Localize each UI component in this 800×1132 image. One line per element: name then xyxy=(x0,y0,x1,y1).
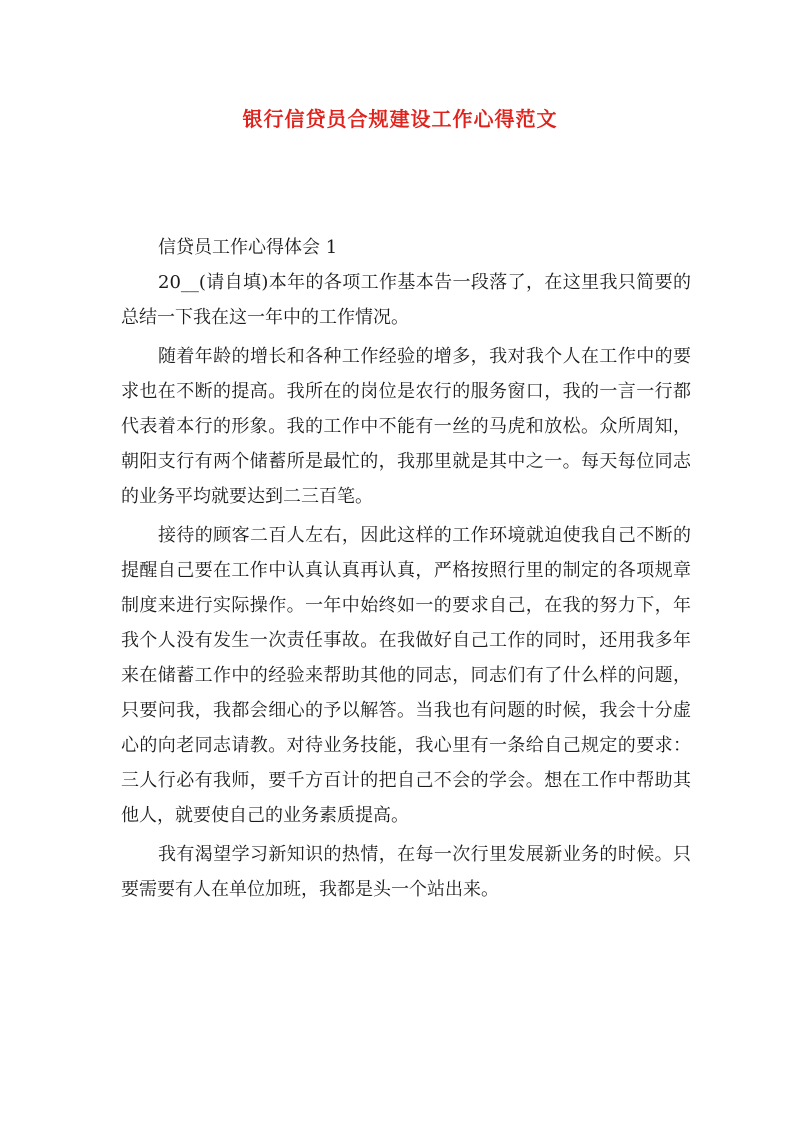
document-body xyxy=(121,230,691,911)
paragraph-1: 20__(请自填)本年的各项工作基本告一段落了，在这里我只简要的总结一下我在这一年中的工作情况。 xyxy=(121,272,691,328)
paragraph-2: 随着年龄的增长和各种工作经验的增多，我对我个人在工作中的要求也在不断的提高。我所在的岗位是农行的服务窗口，我的一言一行都代表着本行的形象。我的工作中不能有一丝的马虎和放松。众所周知，朝阳支行有两个储蓄所是最忙的，我那里就是其中之一。每天每位同志的业务平均就要达到二三百笔。 xyxy=(121,346,691,507)
paragraph-4: 我有渴望学习新知识的热情，在每一次行里发展新业务的时候。只要需要有人在单位加班，我都是头一个站出来。 xyxy=(121,844,691,900)
section-heading: 信贷员工作心得体会 1 xyxy=(158,237,338,258)
paragraph-3: 接待的顾客二百人左右，因此这样的工作环境就迫使我自己不断的提醒自己要在工作中认真认真再认真，严格按照行里的制定的各项规章制度来进行实际操作。一年中始终如一的要求自己，在我的努力下，年我个人没有发生一次责任事故。在我做好自己工作的同时，还用我多年来在储蓄工作中的经验来帮助其他的同志，同志们有了什么样的问题，只要问我，我都会细心的予以解答。当我也有问题的时候，我会十分虚心的向老同志请教。对待业务技能，我心里有一条给自己规定的要求：三人行必有我师，要千方百计的把自己不会的学会。想在工作中帮助其他人，就要使自己的业务素质提高。 xyxy=(121,525,691,826)
document-title: 银行信贷员合规建设工作心得范文 xyxy=(242,107,558,131)
